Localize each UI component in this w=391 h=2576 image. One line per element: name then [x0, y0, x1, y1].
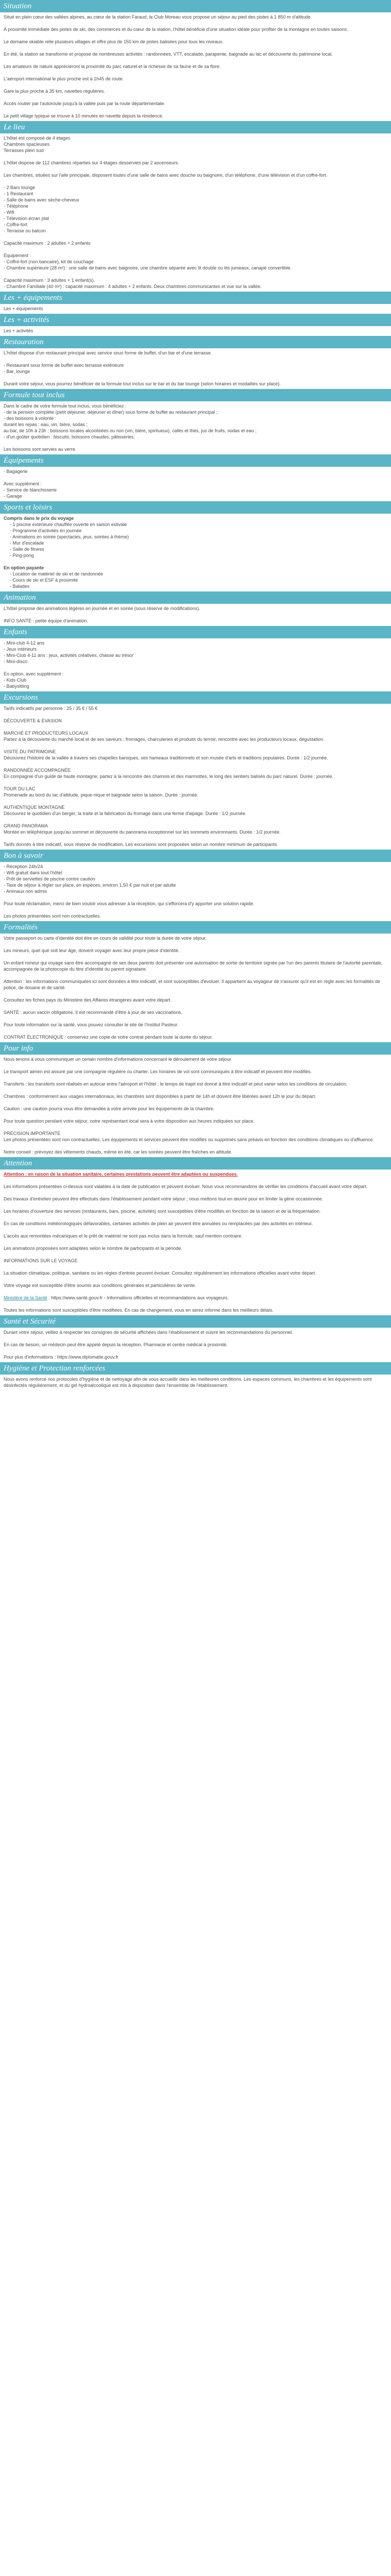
equipements-text: - Bagagerie Avec supplément : - Service de blanchisserie - Garage [4, 469, 57, 499]
section-title: Restauration [0, 336, 391, 348]
pourinfo-text: Nous tenons à vous communiquer un certain nombre d'informations concernant le déroulement de votre séjour. Le transport aérien est assuré par une compagnie régulière ou charter. Les horaires de vol sont communiqués à titre indicatif et peuvent être modifiés. Transferts : les transferts sont réalisés en autocar entre l'aéroport et l'hôtel ; le temps de trajet est donné à titre indicatif et peut varier selon les conditions de circulation. Chambres : conformément aux usages internationaux, les chambres sont disponibles à partir de 14h et doivent être libérées avant 12h le jour du départ. Caution : une caution pourra vous être demandée à votre arrivée pour les équipements de la chambre. Pour toute question pendant votre séjour, notre représentant local sera à votre disposition aux heures indiquées sur place. PRÉCISION IMPORTANTE Les photos présentées sont non contractuelles. Les équipements et services peuvent être modifiés ou supprimés sans préavis en fonction des conditions climatiques ou d'affluence. Notre conseil : prévoyez des vêtements chauds, même en été, car les soirées peuvent être fraîches en altitude. [4, 1057, 374, 1155]
section-title: Sports et loisirs [0, 501, 391, 514]
enfants-text: - Mini-club 4-12 ans - Jeux intérieurs - Mini-Club 4-11 ans : jeux, activités créatives, chasse au trésor - Mini-disco En option, avec supplément : - Kids Club - Babysitting [4, 640, 134, 689]
section-formule [0, 389, 391, 454]
section-title: Attention [0, 1157, 391, 1170]
section-animation [0, 591, 391, 626]
formalites-text: Votre passeport ou carte d'identité doit être en cours de validité pour toute la durée de votre séjour. Les mineurs, quel que soit leur âge, doivent voyager avec leur propre pièce d'identité. Un enfant mineur qui voyage sans être accompagné de ses deux parents doit présenter une autorisation de sortie de territoire signée par l'un des parents titulaire de l'autorité parentale, accompagnée de la photocopie du titre d'identité du parent signataire. Attention : les informations communiquées ici sont données à titre indicatif, et sont susceptibles d'évoluer. Il appartient au voyageur de s'assurer qu'il est en règle avec les formalités de police, de douane et de santé. Consultez les fiches pays du Ministère des Affaires étrangères avant votre départ. SANTÉ : aucun vaccin obligatoire. Il est recommandé d'être à jour de ses vaccinations. Pour toute information sur la santé, vous pouvez consulter le site de l'Institut Pasteur. CONTRAT ÉLECTRONIQUE : conservez une copie de votre contrat pendant toute la durée du séjour. [4, 936, 383, 1040]
ministere-link[interactable]: Ministère de la Santé [4, 1295, 47, 1300]
lieu-line: Chambres spacieuses [4, 142, 50, 147]
section-excursions [0, 691, 391, 850]
anim-text: L'hôtel propose des animations légères en journée et en soirée (sous réserve de modifications). INFO SANTÉ : petite équipe d'animation. [4, 606, 200, 623]
section-title: Excursions [0, 691, 391, 704]
attention-footer: Toutes les informations sont susceptibles d'être modifiées. En cas de changement, vous en serez informé dans les meilleurs délais. [4, 1308, 273, 1313]
section-sante [0, 1315, 391, 1362]
section-sports [0, 501, 391, 591]
section-equipements [0, 454, 391, 501]
excursions-text: Tarifs indicatifs par personne : 25 / 35 € / 55 € DÉCOUVERTE & ÉVASION MARCHÉ ET PRODUCTEURS LOCAUX Partez à la découverte du marché local et de ses saveurs : fromages, charcuteries et produits du terroir, rencontre avec les producteurs locaux, dégustation. VISITE DU PATRIMOINE Découvrez l'histoire de la vallée à travers ses chapelles baroques, ses hameaux traditionnels et son musée d'arts et traditions populaires. Durée : 1/2 journée. RANDONNÉE ACCOMPAGNÉE En compagnie d'un guide de haute montagne, partez à la rencontre des chamois et des marmottes, le long des sentiers balisés du parc naturel. Durée : journée. TOUR DU LAC Promenade au bord du lac d'altitude, pique-nique et baignade selon la saison. Durée : journée. AUTHENTIQUE MONTAGNE Découvrez le quotidien d'un berger, la traite et la fabrication du fromage dans une ferme d'alpage. Durée : 1/2 journée. GRAND PANORAMA Montée en téléphérique jusqu'au sommet et découverte du panorama exceptionnel sur les sommets environnants. Durée : 1/2 journée. Tarifs donnés à titre indicatif, sous réserve de modification. Les excursions sont proposées selon un nombre minimum de participants. [4, 706, 334, 847]
section-pour-info [0, 1042, 391, 1157]
section-title: Les + équipements [0, 292, 391, 304]
section-title: Animation [0, 591, 391, 604]
section-equipements-plus [0, 292, 391, 314]
section-activites-plus [0, 314, 391, 336]
attention-link-tail: : https://www.santé.gouv.fr - Informations officielles et recommandations aux voyageurs. [47, 1295, 229, 1300]
section-title: Les + activités [0, 314, 391, 326]
attention-warning: Attention : en raison de la situation sanitaire, certaines prestations peuvent être adaptées ou suspendues. [4, 1172, 238, 1177]
section-title: Équipements [0, 454, 391, 467]
section-title: Formule tout inclus [0, 389, 391, 401]
lieu-line: L'hôtel est composé de 4 étages [4, 135, 71, 141]
sports-inclus-text: - 1 piscine extérieure chauffée ouverte en saison estivale - Programme d'activités en journée - Animations en soirée (spectacles, jeux, soirées à thème) - Mur d'escalade - Salle de fitness - Ping-pong [10, 522, 129, 558]
section-lieu [0, 121, 391, 292]
sports-payant-text: - Location de matériel de ski et de randonnée - Cours de ski et ESF à proximité - Balades [10, 571, 103, 589]
section-attention [0, 1157, 391, 1315]
section-bon-a-savoir [0, 850, 391, 921]
section-title: Hygiène et Protection renforcées [0, 1362, 391, 1375]
section-title: Santé et Sécurité [0, 1315, 391, 1328]
bon-text: - Réception 24h/24 - Wifi gratuit dans tout l'hôtel - Prêt de serviettes de piscine contre caution - Taxe de séjour à régler sur place, en espèces, environ 1,50 € par nuit et par adulte - Animaux non admis Pour toute réclamation, merci de bien vouloir vous adresser à la réception, qui s'efforcera d'y apporter une solution rapide. Les photos présentées sont non contractuelles. [4, 864, 255, 919]
situation-access: Gare la plus proche à 35 km, navettes régulières. Accès routier par l'autoroute jusqu'à la vallée puis par la route départementale. Le petit village typique se trouve à 10 minutes en navette depuis la résidence. [4, 89, 166, 118]
attention-text: Les informations présentées ci-dessus sont valables à la date de publication et peuvent évoluer. Nous vous recommandons de vérifier les conditions d'accueil avant votre départ. Des travaux d'entretien peuvent être effectués dans l'établissement pendant votre séjour ; nous mettons tout en œuvre pour en limiter la gêne occasionnée. Les horaires d'ouverture des services (restaurants, bars, piscine, activités) sont susceptibles d'être modifiés en fonction de la saison et de la fréquentation. En cas de conditions météorologiques défavorables, certaines activités de plein air peuvent être annulées ou remplacées par des activités en intérieur. L'accès aux remontées mécaniques et le prêt de matériel ne sont pas inclus dans la formule, sauf mention contraire. Les animations proposées sont adaptées selon le nombre de participants et la période. INFORMATIONS SUR LE VOYAGE La situation climatique, politique, sanitaire ou les règles d'entrée peuvent évoluer. Consultez régulièrement les informations officielles avant votre départ. Votre voyage est susceptible d'être soumis aux conditions générales et particulières de vente. [4, 1184, 368, 1288]
section-restauration [0, 336, 391, 389]
section-title: Enfants [0, 626, 391, 638]
formule-text: Dans le cadre de votre formule tout inclus, vous bénéficiez : - de la pension complète (petit déjeuner, déjeuner et dîner) sous forme de buffet au restaurant principal ; - des boissons à volonté : durant les repas : eau, vin, bière, sodas ; au bar, de 10h à 23h : boissons locales alcoolisées ou non (vin, bière, spiritueux), cafés et thés, jus de fruits, sodas et eau ; - d'un goûter quotidien : biscuits, boissons chaudes, pâtisseries. Les boissons sont servies au verre. [4, 403, 257, 452]
section-title: Bon à savoir [0, 850, 391, 862]
activ-text: Les + activités [4, 328, 34, 333]
situation-text: Situé en plein cœur des vallées alpines, au cœur de la station Faraud, le Club Moreau vous propose un séjour au pied des pistes à 1 850 m d'altitude. À proximité immédiate des pistes de ski, des commerces et du cœur de la station, l'hôtel bénéficie d'une situation idéale pour profiter de la montagne en toutes saisons. Le domaine skiable relie plusieurs villages et offre plus de 150 km de pistes balisées pour tous les niveaux. En été, la station se transforme et propose de nombreuses activités : randonnées, VTT, escalade, parapente, baignade au lac et découverte du patrimoine local. Les amateurs de nature apprécieront la proximité du parc naturel et la richesse de sa faune et de sa flore. L'aéroport international le plus proche est à 1h45 de route. [4, 14, 348, 81]
sante-text: Durant votre séjour, veillez à respecter les consignes de sécurité affichées dans l'établissement et suivre les recommandations du personnel. En cas de besoin, un médecin peut être appelé depuis la réception. Pharmacie et centre médical à proximité. Pour plus d'informations : https://www.diplomatie.gouv.fr [4, 1330, 293, 1360]
hygiene-text: Nous avons renforcé nos protocoles d'hygiène et de nettoyage afin de vous accueillir dans les meilleures conditions. Les espaces communs, les chambres et les équipements sont désinfectés régulièrement, et du gel hydroalcoolique est mis à disposition dans l'ensemble de l'établissement. [4, 1377, 373, 1388]
resto-text: L'hôtel dispose d'un restaurant principal avec service sous forme de buffet, d'un bar et d'une terrasse. - Restaurant sous forme de buffet avec terrasse extérieure - Bar, lounge Durant votre séjour, vous pourrez bénéficier de la formule tout inclus sur le bar et du bar lounge (selon horaires et modalités sur place). [4, 350, 281, 386]
lieu-line: Terrasses plein sud [4, 148, 44, 153]
attention-link-line [4, 1295, 387, 1301]
section-title: Formalités [0, 921, 391, 934]
section-title: Le lieu [0, 121, 391, 133]
section-title: Pour info [0, 1042, 391, 1055]
section-hygiene [0, 1362, 391, 1391]
sports-payant-title: En option payante [4, 565, 44, 570]
section-enfants [0, 626, 391, 691]
section-title: Situation [0, 0, 391, 12]
section-formalites [0, 921, 391, 1042]
sports-inclus-title: Compris dans le prix du voyage [4, 516, 74, 521]
lieu-text: L'hôtel dispose de 112 chambres réparties sur 4 étages desservies par 2 ascenseurs. Les chambres, situées sur l'aile principale, disposent toutes d'une salle de bains avec douche ou baignoire, d'un téléphone, d'une télévision et d'un coffre-fort. - 2 Bars lounge - 1 Restaurant - Salle de bains avec sèche-cheveux - Téléphone - Wifi - Télévision écran plat - Coffre-fort - Terrasse ou balcon Capacité maximum : 2 adultes + 2 enfants Équipement : - Coffre-fort (non bancaire), kit de couchage - Chambre supérieure (28 m²) : une salle de bains avec baignoire, une chambre séparée avec lit double ou lits jumeaux, canapé convertible. Capacité maximum : 3 adultes + 1 enfant(s). - Chambre Familiale (40 m²) : capacité maximum : 4 adultes + 2 enfants. Deux chambres communicantes et vue sur la vallée. [4, 160, 328, 289]
equip-text: Les + équipements [4, 306, 43, 311]
section-situation [0, 0, 391, 121]
